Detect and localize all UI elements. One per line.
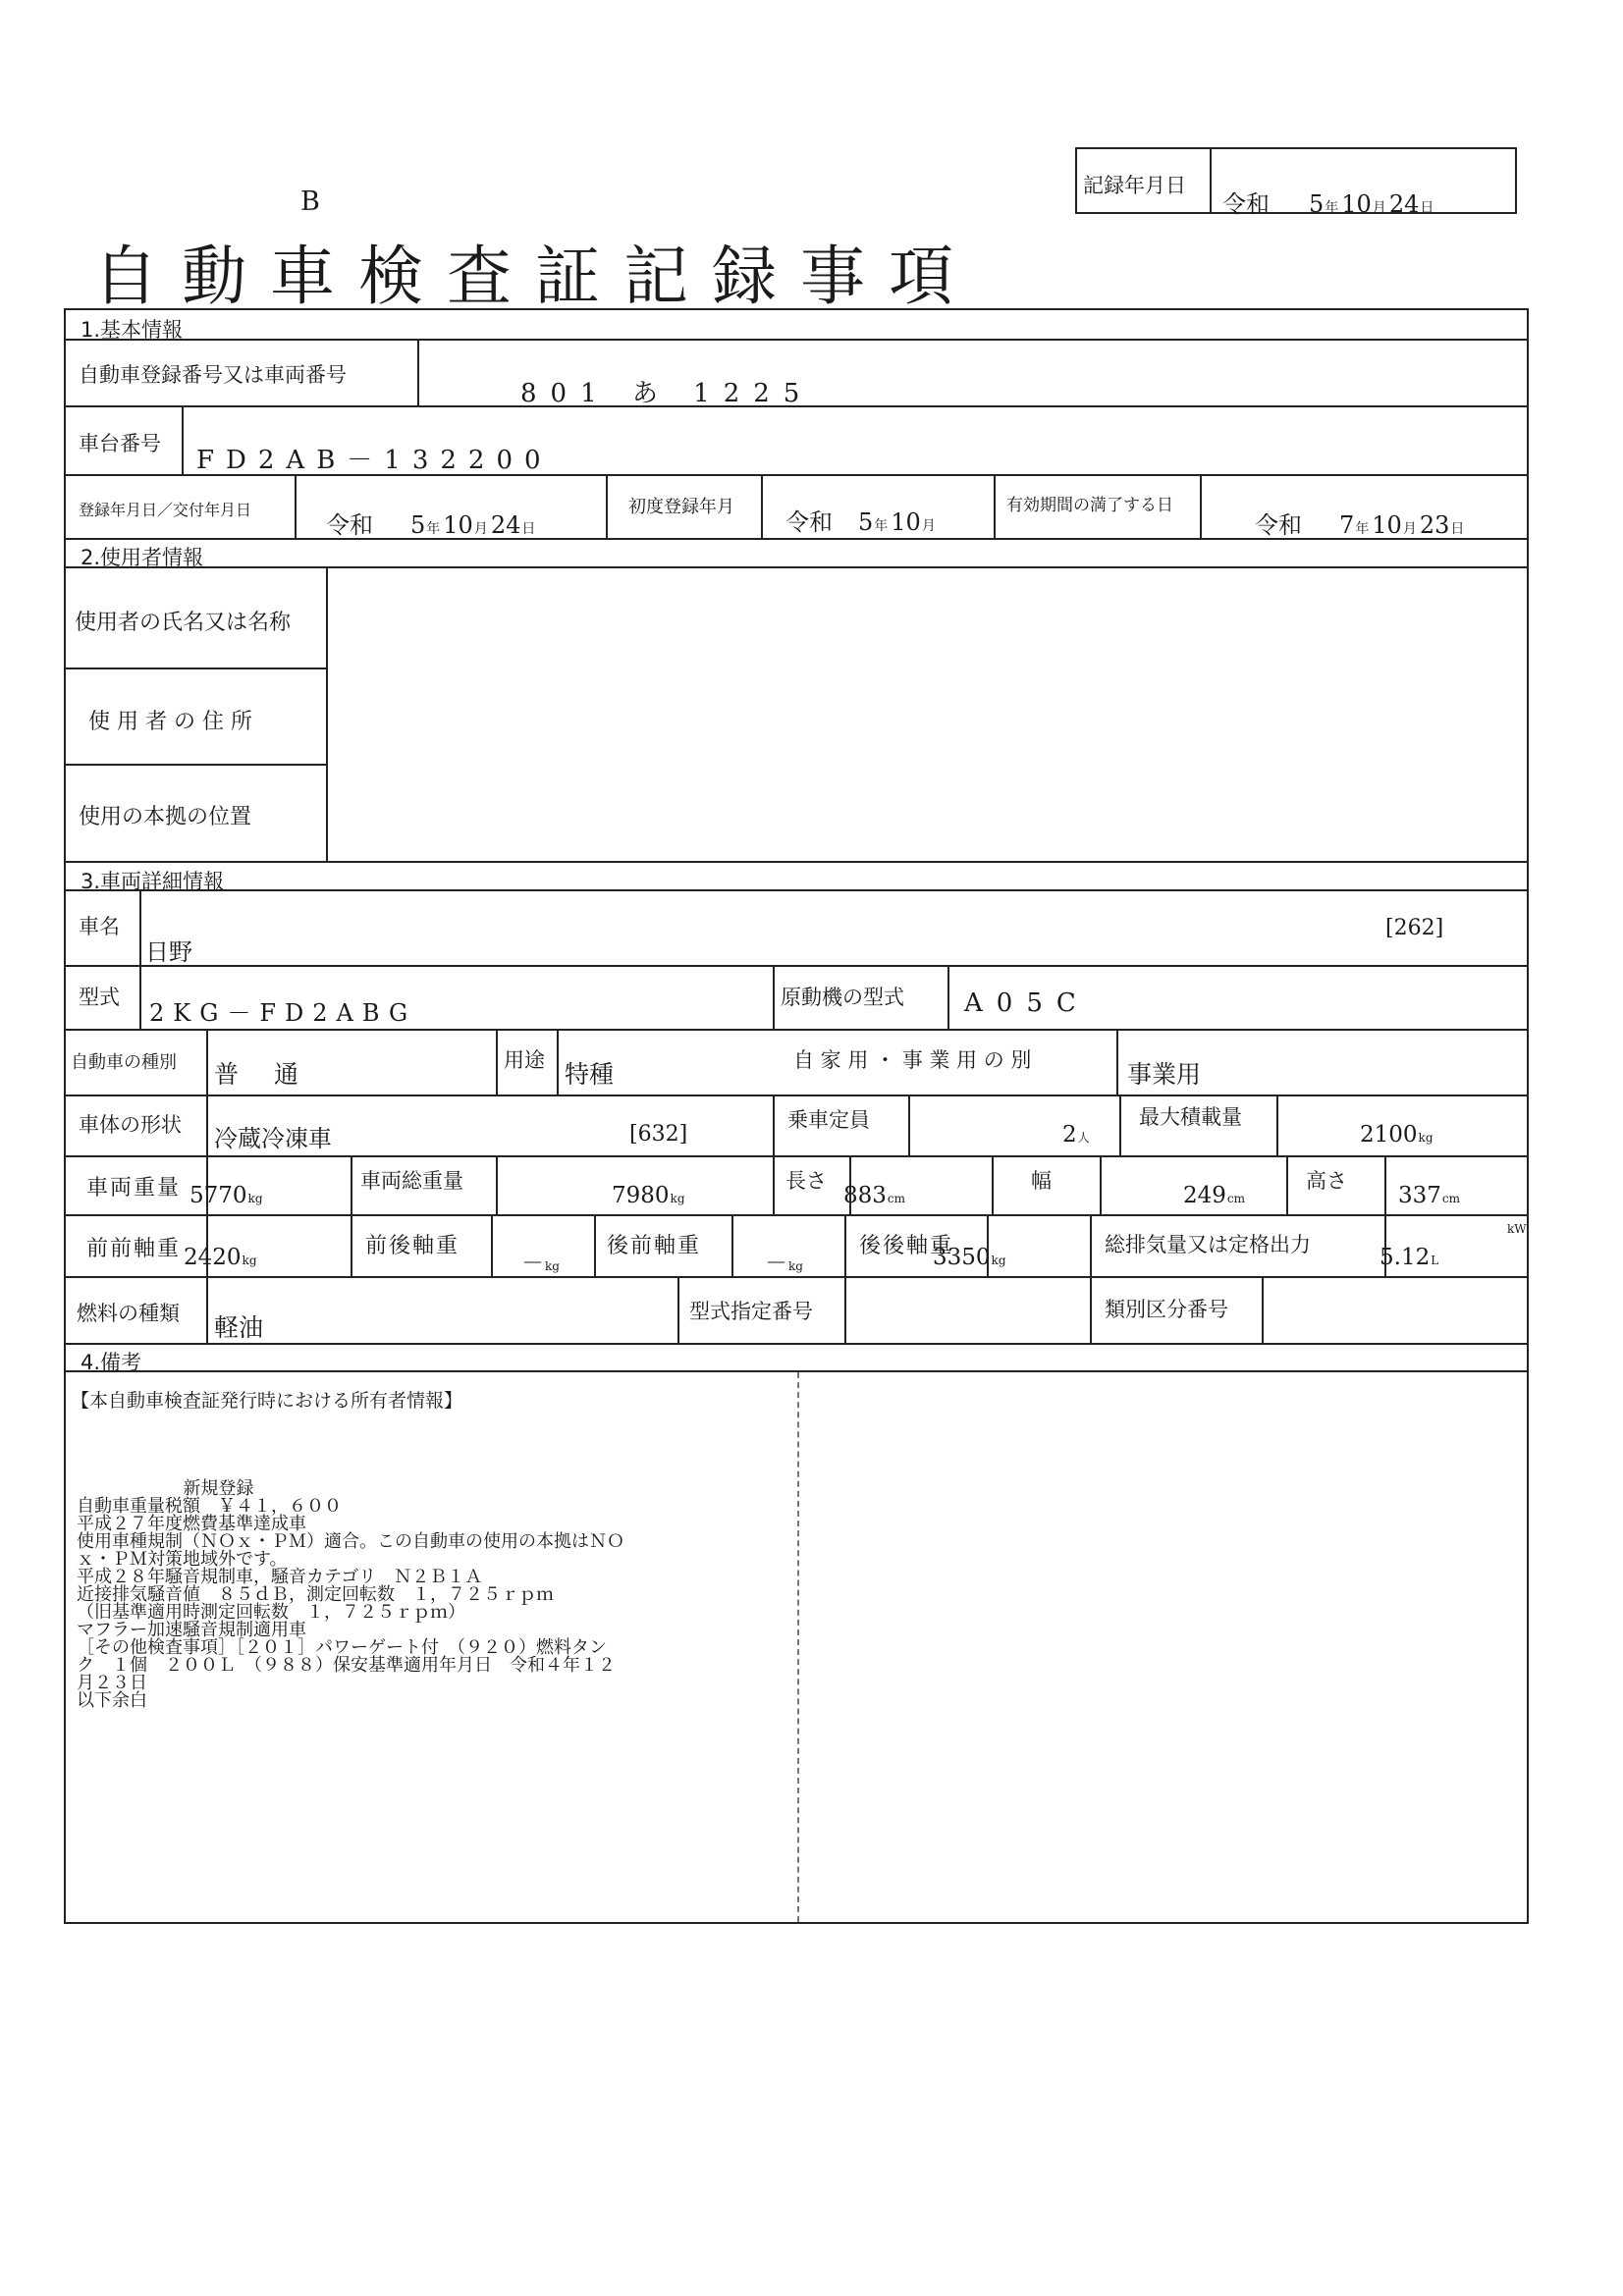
classification-no-label: 類別区分番号	[1105, 1298, 1228, 1321]
rr-axle: 3350kg	[933, 1245, 1006, 1270]
displacement-label: 総排気量又は定格出力	[1105, 1233, 1311, 1256]
reg-no: 801 あ 1225	[520, 379, 814, 408]
first-reg-label: 初度登録年月	[628, 497, 734, 517]
issue-date: 令和 5年 10月 24日	[326, 511, 536, 539]
remarks-line: ク １個 ２００Ｌ （９８８）保安基準適用年月日 令和４年１２	[77, 1655, 616, 1676]
remarks-list	[77, 1480, 624, 1710]
chassis-number: FD2AB－132200	[196, 446, 553, 475]
height-label: 高さ	[1306, 1169, 1347, 1193]
fuel-label: 燃料の種類	[77, 1302, 180, 1325]
remarks-heading: 【本自動車検査証発行時における所有者情報】	[71, 1390, 463, 1412]
model: 2KG－FD2ABG	[149, 999, 417, 1027]
designation-no-label: 型式指定番号	[689, 1300, 813, 1323]
remarks-line: 平成２７年度燃費基準達成車	[77, 1514, 306, 1534]
vehicle-weight-label: 車両重量	[86, 1176, 182, 1201]
remarks-line: 使用車種規制（ＮＯｘ・ＰＭ）適合。この自動車の使用の本拠はＮＯ	[77, 1531, 624, 1552]
displacement-kw-unit: kW	[1507, 1222, 1527, 1236]
remarks-line: 平成２８年騒音規制車，騒音カテゴリ Ｎ２Ｂ１Ａ	[77, 1567, 483, 1587]
type-label: 自動車の種別	[71, 1052, 177, 1073]
user-address-label: 使 用 者 の 住 所	[88, 710, 252, 734]
capacity: 2人	[1062, 1122, 1090, 1148]
capacity-label: 乗車定員	[787, 1108, 870, 1132]
section4-heading: 4.備考	[81, 1351, 142, 1374]
rf-axle: －kg	[765, 1251, 803, 1276]
gross-weight: 7980kg	[612, 1183, 685, 1208]
vehicle-name: 日野	[145, 938, 192, 966]
remarks-line: 以下余白	[77, 1690, 147, 1711]
reg-no-label: 自動車登録番号又は車両番号	[79, 363, 347, 387]
private-business-label: 自 家 用 ・ 事 業 用 の 別	[793, 1048, 1032, 1072]
rr-axle-label: 後後軸重	[859, 1234, 954, 1258]
remarks-line: 月２３日	[77, 1673, 147, 1693]
section3-heading: 3.車両詳細情報	[81, 870, 225, 893]
engine-model-label: 原動機の型式	[781, 986, 904, 1009]
width: 249cm	[1183, 1183, 1246, 1208]
vehicle-name-label: 車名	[79, 915, 120, 938]
engine-model: A05C	[964, 988, 1090, 1018]
page-title: 自動車検査証記録事項	[93, 239, 977, 314]
max-load-label: 最大積載量	[1139, 1105, 1242, 1129]
max-load: 2100kg	[1360, 1122, 1434, 1148]
remarks-divider	[797, 1372, 799, 1922]
use-label: 用途	[504, 1048, 545, 1072]
rf-axle-label: 後前軸重	[607, 1234, 702, 1258]
issue-date-label: 登録年月日／交付年月日	[79, 501, 252, 519]
ff-axle: 2420kg	[184, 1245, 257, 1270]
vehicle-weight: 5770kg	[189, 1183, 263, 1208]
remarks-line: 近接排気騒音値 ８５ｄＢ，測定回転数 １，７２５ｒｐｍ	[77, 1584, 554, 1605]
fr-axle-label: 前後軸重	[365, 1234, 460, 1258]
body-shape: 冷蔵冷凍車	[214, 1125, 332, 1152]
body-shape-code: [632]	[629, 1122, 688, 1147]
vehicle-use: 特種	[565, 1060, 615, 1089]
top-mark: B	[300, 187, 320, 217]
base-location-label: 使用の本拠の位置	[79, 805, 252, 829]
first-reg-date: 令和 5年 10月	[785, 508, 936, 536]
height: 337cm	[1398, 1183, 1461, 1208]
private-business: 事業用	[1127, 1060, 1202, 1089]
length-label: 長さ	[785, 1169, 827, 1193]
model-label: 型式	[79, 986, 120, 1009]
fr-axle: －kg	[521, 1251, 560, 1276]
expiry-label: 有効期間の満了する日	[1006, 496, 1173, 515]
user-name-label: 使用者の氏名又は名称	[75, 611, 292, 635]
record-date: 令和 5年 10月 24日	[1222, 190, 1434, 218]
remarks-line: マフラー加速騒音規制適用車	[77, 1620, 306, 1640]
width-label: 幅	[1031, 1169, 1052, 1193]
length: 883cm	[843, 1183, 906, 1208]
chassis-label: 車台番号	[79, 432, 161, 455]
ff-axle-label: 前前軸重	[86, 1237, 182, 1261]
remarks-line: 自動車重量税額 ￥４１，６００	[77, 1496, 342, 1517]
section1-heading: 1.基本情報	[81, 318, 184, 342]
remarks-line: （旧基準適用時測定回転数 １，７２５ｒｐｍ）	[77, 1602, 465, 1623]
record-date-label: 記録年月日	[1083, 174, 1186, 197]
vehicle-type: 普 通	[214, 1060, 312, 1089]
gross-weight-label: 車両総重量	[360, 1169, 463, 1193]
section2-heading: 2.使用者情報	[81, 546, 204, 569]
remarks-line: ［その他検査事項］［２０１］パワーゲート付 （９２０）燃料タン	[77, 1637, 607, 1658]
remarks-line: 新規登録	[77, 1478, 254, 1499]
remarks-line: ｘ・ＰＭ対策地域外です。	[77, 1549, 288, 1570]
body-shape-label: 車体の形状	[79, 1113, 182, 1137]
displacement: 5.12L	[1380, 1245, 1439, 1270]
vehicle-name-code: [262]	[1385, 916, 1444, 940]
expiry-date: 令和 7年 10月 23日	[1255, 511, 1465, 539]
fuel-type: 軽油	[214, 1313, 264, 1342]
